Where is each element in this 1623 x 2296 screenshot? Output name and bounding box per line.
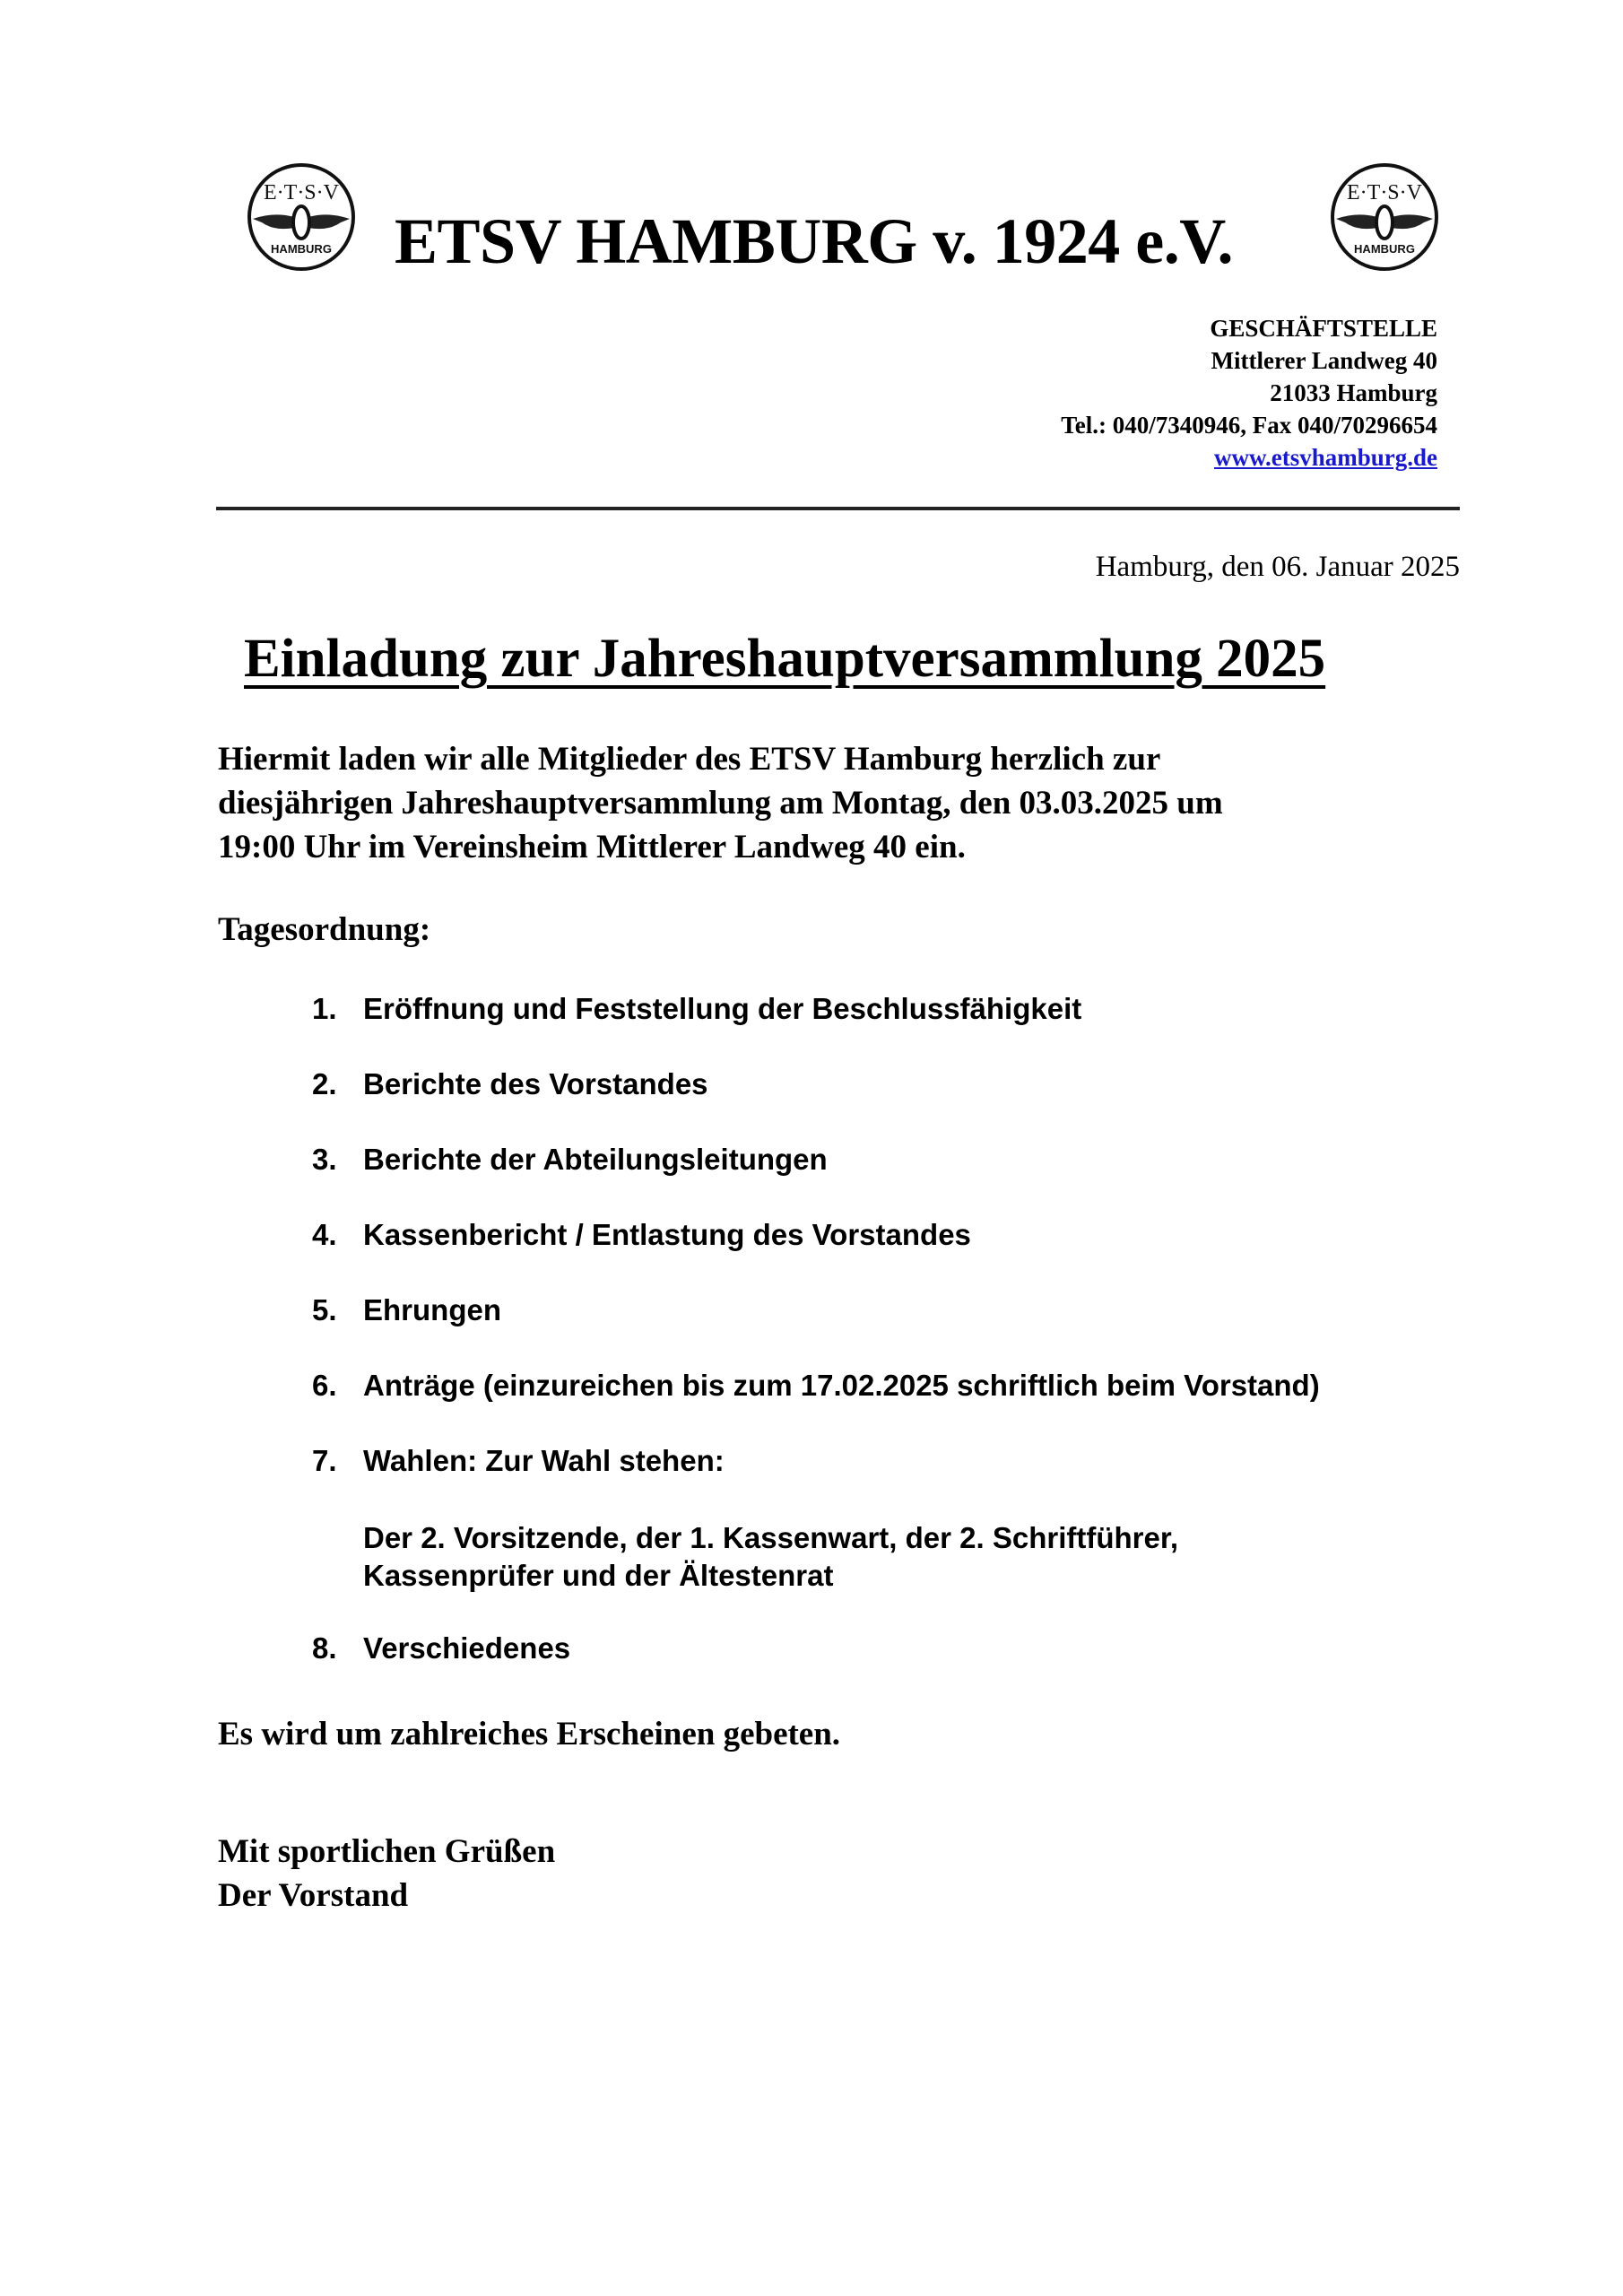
agenda-text: Eröffnung und Feststellung der Beschlussfähigkeit [363,992,1082,1025]
intro-line: Hiermit laden wir alle Mitglieder des ETSV Hamburg herzlich zur [218,741,1161,778]
header-divider [216,507,1460,510]
website-link[interactable]: www.etsvhamburg.de [1213,444,1437,471]
agenda-text: Anträge (einzureichen bis zum 17.02.2025 schriftlich beim Vorstand) [363,1369,1320,1402]
agenda-text: Ehrungen [363,1293,501,1326]
office-label: GESCHÄFTSTELLE [1210,315,1437,342]
agenda-item [312,1631,570,1665]
signoff-greeting: Mit sportlichen Grüßen [218,1833,556,1870]
intro-line: diesjährigen Jahreshauptversammlung am Montag, den 03.03.2025 um [218,785,1223,822]
agenda-text: Verschiedenes [363,1631,571,1665]
date-line: Hamburg, den 06. Januar 2025 [1095,551,1460,583]
office-city: 21033 Hamburg [1270,379,1437,406]
wheel-icon [1376,206,1393,239]
office-street: Mittlerer Landweg 40 [1211,347,1437,374]
agenda-text: Wahlen: Zur Wahl stehen: [363,1444,725,1477]
agenda-number: 6. [312,1369,337,1402]
agenda-item [312,1369,1320,1403]
intro-line: 19:00 Uhr im Vereinsheim Mittlerer Landweg 40 ein. [218,829,966,865]
agenda-number: 2. [312,1067,337,1100]
logo-text-bottom: HAMBURG [271,242,332,256]
agenda-sub-line: Kassenprüfer und der Ältestenrat [363,1559,834,1592]
club-name-heading: ETSV HAMBURG v. 1924 e.V. [395,205,1233,277]
logo-text-bottom: HAMBURG [1354,242,1415,256]
closing-sentence: Es wird um zahlreiches Erscheinen gebeten. [218,1716,841,1752]
office-address-block [1061,312,1437,474]
logo-text-top: E·T·S·V [264,181,339,204]
agenda-number: 3. [312,1143,337,1176]
agenda-number: 8. [312,1631,337,1665]
agenda-item [312,1218,971,1252]
agenda-text: Berichte der Abteilungsleitungen [363,1143,828,1176]
agenda-number: 4. [312,1218,337,1251]
agenda-number: 1. [312,992,337,1025]
agenda-item [312,992,1081,1026]
agenda-item [312,1067,708,1101]
agenda-sub-line: Der 2. Vorsitzende, der 1. Kassenwart, der 2. Schriftführer, [363,1521,1179,1554]
agenda-item [312,1444,1179,1592]
signoff-block [218,1830,555,1918]
intro-paragraph [218,737,1473,869]
agenda-number: 7. [312,1444,337,1477]
signoff-signature: Der Vorstand [218,1877,409,1914]
document-title: Einladung zur Jahreshauptversammlung 2025 [244,629,1326,689]
agenda-item [312,1143,828,1177]
logo-text-top: E·T·S·V [1347,181,1422,204]
agenda-text: Berichte des Vorstandes [363,1067,708,1100]
club-logo-left [244,160,359,274]
agenda-sub-text [363,1519,1178,1595]
office-phone-fax: Tel.: 040/7340946, Fax 040/70296654 [1061,412,1437,439]
agenda-label: Tagesordnung: [218,911,431,948]
wheel-icon [293,206,309,239]
club-logo-right [1327,160,1442,274]
agenda-number: 5. [312,1293,337,1326]
agenda-text: Kassenbericht / Entlastung des Vorstandes [363,1218,971,1251]
agenda-item [312,1293,501,1327]
